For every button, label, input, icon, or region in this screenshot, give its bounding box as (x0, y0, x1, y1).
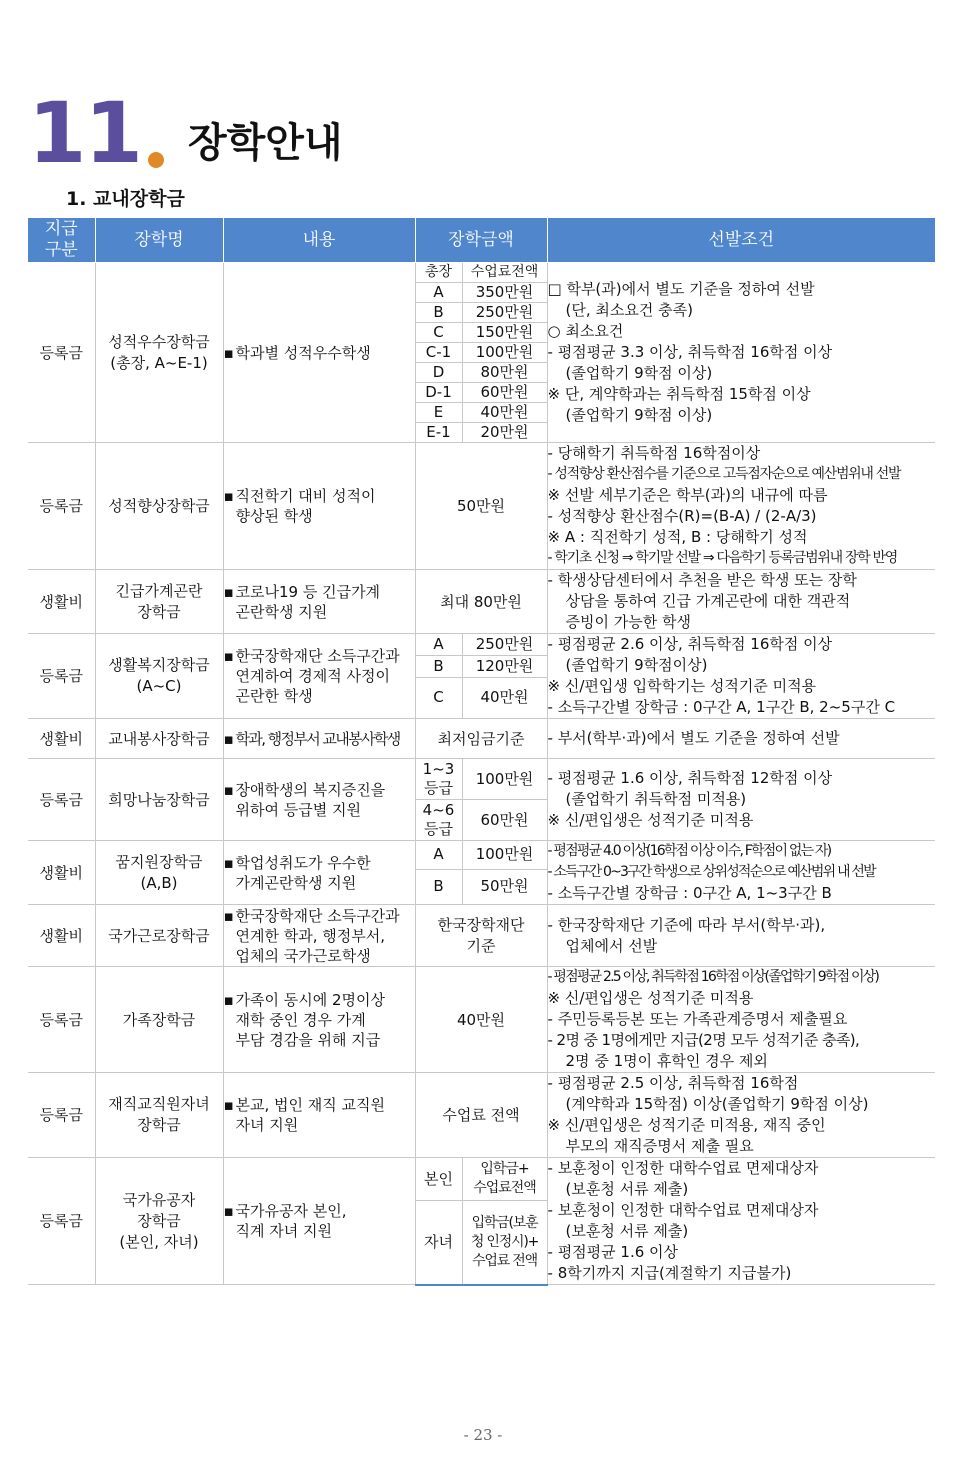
row-name: 가족장학금 (95, 967, 223, 1073)
row-criteria: - 학생상담센터에서 추천을 받은 학생 또는 장학 상담을 통하여 긴급 가계곤란에 대한 객관적 증빙이 가능한 학생 (547, 570, 935, 634)
row-name: 국가근로장학금 (95, 905, 223, 967)
row-name: 교내봉사장학금 (95, 719, 223, 759)
amount-grade: D (415, 363, 462, 383)
row-content: ▪ 학과, 행정부서 교내봉사학생 (223, 719, 415, 759)
amount-value: 40만원 (462, 677, 547, 718)
amount-grade: 자녀 (415, 1201, 462, 1285)
amount-grade: C-1 (415, 343, 462, 363)
table-row (28, 967, 935, 1073)
row-criteria: □ 학부(과)에서 별도 기준을 정하여 선발 (단, 최소요건 충족) ○ 최소요건 - 평점평균 3.3 이상, 취득학점 16학점 이상 (졸업학기 9학점 이상) ※ 단, 계약학과는 취득학점 15학점 이상 (졸업학기 9학점 이상) (547, 263, 935, 443)
row-content: ▪ 한국장학재단 소득구간과 연계한 학과, 행정부서, 업체의 국가근로학생 (223, 905, 415, 967)
amount-value: 120만원 (462, 655, 547, 677)
row-criteria: - 평점평균 2.5 이상, 취득학점 16학점 이상(졸업학기 9학점 이상) ※ 신/편입생은 성적기준 미적용 - 주민등록등본 또는 가족관계증명서 제출필요 - 2명 중 1명에게만 지급(2명 모두 성적기준 충족), 2명 중 1명이 휴학인 경우 제외 (547, 967, 935, 1073)
row-type: 생활비 (28, 905, 95, 967)
row-content: ▪ 가족이 동시에 2명이상 재학 중인 경우 가계 부담 경감을 위해 지급 (223, 967, 415, 1073)
amount-value: 150만원 (462, 323, 547, 343)
amount-value: 40만원 (462, 403, 547, 423)
amount-value: 250만원 (462, 634, 547, 656)
amount-value: 100만원 (462, 343, 547, 363)
header-type: 지급 구분 (28, 218, 95, 263)
section-title: 1. 교내장학금 (66, 188, 185, 210)
chapter-title: 장학안내 (188, 120, 343, 166)
row-amount: 최대 80만원 (415, 570, 547, 634)
row-type: 등록금 (28, 443, 95, 570)
chapter-dot (148, 152, 164, 168)
row-type: 등록금 (28, 967, 95, 1073)
row-content: ▪ 학업성취도가 우수한 가계곤란학생 지원 (223, 841, 415, 905)
row-name: 긴급가계곤란 장학금 (95, 570, 223, 634)
amount-value: 60만원 (462, 383, 547, 403)
row-criteria: - 평점평균 2.6 이상, 취득학점 16학점 이상 (졸업학기 9학점이상) ※ 신/편입생 입학학기는 성적기준 미적용 - 소득구간별 장학금 : 0구간 A, 1구간 B, 2~5구간 C (547, 634, 935, 719)
header-content: 내용 (223, 218, 415, 263)
row-type: 등록금 (28, 263, 95, 443)
amount-grade: C (415, 677, 462, 718)
amount-value: 100만원 (462, 759, 547, 800)
row-name: 꿈지원장학금 (A,B) (95, 841, 223, 905)
amount-grade: B (415, 303, 462, 323)
row-criteria: - 당해학기 취득학점 16학점이상 - 성적향상 환산점수를 기준으로 고득점자순으로 예산범위내 선발 ※ 선발 세부기준은 학부(과)의 내규에 따름 - 성적향상 환산점수(R)=(B-A) / (2-A/3) ※ A : 직전학기 성적, B : 당해학기 성적 - 학기초 신청 ⇒ 학기말 선발 ⇒ 다음학기 등록금범위내 장학 반영 (547, 443, 935, 570)
amount-grade: 4~6 등급 (415, 800, 462, 841)
header-criteria: 선발조건 (547, 218, 935, 263)
row-content: ▪ 코로나19 등 긴급가계 곤란학생 지원 (223, 570, 415, 634)
row-criteria: - 평점평균 2.5 이상, 취득학점 16학점 (계약학과 15학점) 이상(졸업학기 9학점 이상) ※ 신/편입생은 성적기준 미적용, 재직 중인 부모의 재직증명서 제출 필요 (547, 1073, 935, 1158)
amount-grade: A (415, 634, 462, 656)
row-amount: 수업료 전액 (415, 1073, 547, 1158)
row-name: 성적향상장학금 (95, 443, 223, 570)
row-criteria: - 한국장학재단 기준에 따라 부서(학부·과), 업체에서 선발 (547, 905, 935, 967)
row-type: 생활비 (28, 719, 95, 759)
table-header-row (28, 218, 935, 263)
row-content: ▪ 직전학기 대비 성적이 향상된 학생 (223, 443, 415, 570)
row-name: 성적우수장학금 (총장, A~E-1) (95, 263, 223, 443)
row-name: 생활복지장학금 (A~C) (95, 634, 223, 719)
row-type: 등록금 (28, 634, 95, 719)
chapter-number: 11 (28, 84, 141, 182)
row-type: 생활비 (28, 570, 95, 634)
amount-grade: 총장 (415, 263, 462, 283)
row-content: ▪ 본교, 법인 재직 교직원 자녀 지원 (223, 1073, 415, 1158)
row-content: ▪ 한국장학재단 소득구간과 연계하여 경제적 사정이 곤란한 학생 (223, 634, 415, 719)
table-row (28, 759, 935, 800)
header-name: 장학명 (95, 218, 223, 263)
row-criteria: - 평점평균 1.6 이상, 취득학점 12학점 이상 (졸업학기 취득학점 미적용) ※ 신/편입생은 성적기준 미적용 (547, 759, 935, 841)
amount-grade: A (415, 283, 462, 303)
row-type: 생활비 (28, 841, 95, 905)
table-row (28, 263, 935, 283)
row-amount: 한국장학재단 기준 (415, 905, 547, 967)
table-row (28, 719, 935, 759)
amount-value: 50만원 (462, 869, 547, 904)
table-row (28, 570, 935, 634)
row-amount: 40만원 (415, 967, 547, 1073)
amount-value: 60만원 (462, 800, 547, 841)
amount-grade: C (415, 323, 462, 343)
amount-grade: A (415, 841, 462, 870)
amount-value: 20만원 (462, 423, 547, 443)
amount-grade: 1~3 등급 (415, 759, 462, 800)
table-row (28, 1073, 935, 1158)
amount-grade: E (415, 403, 462, 423)
table-row (28, 1158, 935, 1201)
row-type: 등록금 (28, 1073, 95, 1158)
header-amount: 장학금액 (415, 218, 547, 263)
amount-grade: E-1 (415, 423, 462, 443)
row-criteria: - 보훈청이 인정한 대학수업료 면제대상자 (보훈청 서류 제출) - 보훈청이 인정한 대학수업료 면제대상자 (보훈청 서류 제출) - 평점평균 1.6 이상 - 8학기까지 지급(계절학기 지급불가) (547, 1158, 935, 1285)
row-criteria: - 평점평균 4.0 이상(16학점 이상 이수, F학점이 없는 자) - 소득구간 0~3구간 학생으로 상위성적순으로 예산범위 내 선발 - 소득구간별 장학금 : 0구간 A, 1~3구간 B (547, 841, 935, 905)
row-amount: 최저임금기준 (415, 719, 547, 759)
amount-value: 100만원 (462, 841, 547, 870)
row-criteria: - 부서(학부·과)에서 별도 기준을 정하여 선발 (547, 719, 935, 759)
amount-grade: 본인 (415, 1158, 462, 1201)
amount-grade: D-1 (415, 383, 462, 403)
table-row (28, 443, 935, 570)
table-row (28, 841, 935, 870)
amount-value: 수업료전액 (462, 263, 547, 283)
row-type: 등록금 (28, 759, 95, 841)
amount-value: 80만원 (462, 363, 547, 383)
row-name: 재직교직원자녀 장학금 (95, 1073, 223, 1158)
row-amount: 50만원 (415, 443, 547, 570)
scholarship-table (28, 218, 935, 1286)
row-name: 국가유공자 장학금 (본인, 자녀) (95, 1158, 223, 1285)
page-number: - 23 - (463, 1426, 503, 1444)
table-row (28, 905, 935, 967)
amount-grade: B (415, 655, 462, 677)
row-content: ▪ 국가유공자 본인, 직계 자녀 지원 (223, 1158, 415, 1285)
row-content: ▪ 학과별 성적우수학생 (223, 263, 415, 443)
amount-value: 입학금(보훈 청 인정시)+ 수업료 전액 (462, 1201, 547, 1285)
table-row (28, 634, 935, 656)
row-type: 등록금 (28, 1158, 95, 1285)
row-name: 희망나눔장학금 (95, 759, 223, 841)
amount-value: 350만원 (462, 283, 547, 303)
amount-value: 250만원 (462, 303, 547, 323)
row-content: ▪ 장애학생의 복지증진을 위하여 등급별 지원 (223, 759, 415, 841)
amount-grade: B (415, 869, 462, 904)
amount-value: 입학금+ 수업료전액 (462, 1158, 547, 1201)
